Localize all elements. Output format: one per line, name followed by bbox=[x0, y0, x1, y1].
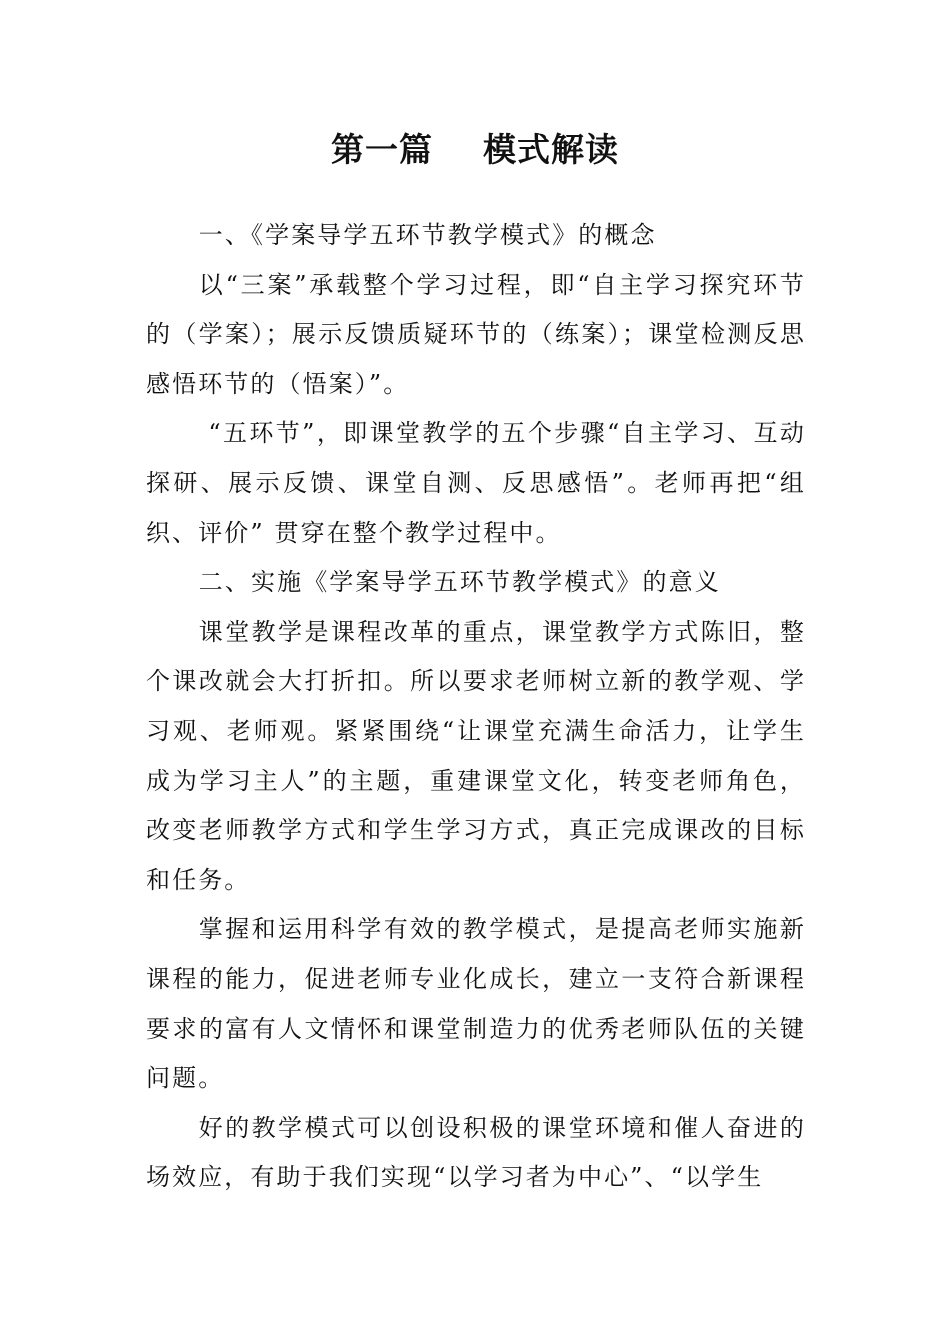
paragraph-five-steps: “五环节”，即课堂教学的五个步骤“自主学习、互动探研、展示反馈、课堂自测、反思感悟”。老师再把“组织、评价” 贯穿在整个教学过程中。 bbox=[146, 419, 806, 547]
paragraph-good-model: 好的教学模式可以创设积极的课堂环境和催人奋进的场效应，有助于我们实现“以学习者为中心”、“以学生 bbox=[146, 1113, 806, 1192]
page-title: 第一篇 模式解读 bbox=[331, 130, 619, 169]
paragraph-three-cases: 以“三案”承载整个学习过程，即“自主学习探究环节的（学案）；展示反馈质疑环节的（练案）；课堂检测反思感悟环节的（悟案）”。 bbox=[146, 270, 806, 398]
paragraph-reform-focus: 课堂教学是课程改革的重点，课堂教学方式陈旧，整个课改就会大打折扣。所以要求老师树立新的教学观、学习观、老师观。紧紧围绕“让课堂充满生命活力，让学生成为学习主人”的主题，重建课堂文化，转变老师角色，改变老师教学方式和学生学习方式，真正完成课改的目标和任务。 bbox=[146, 617, 806, 894]
document-body bbox=[146, 211, 806, 1203]
section-heading-significance: 二、实施《学案导学五环节教学模式》的意义 bbox=[198, 568, 721, 597]
paragraph-teacher-growth: 掌握和运用科学有效的教学模式，是提高老师实施新课程的能力，促进老师专业化成长，建立一支符合新课程要求的富有人文情怀和课堂制造力的优秀老师队伍的关键问题。 bbox=[146, 915, 806, 1093]
section-heading-concept: 一、《学案导学五环节教学模式》的概念 bbox=[198, 221, 657, 249]
